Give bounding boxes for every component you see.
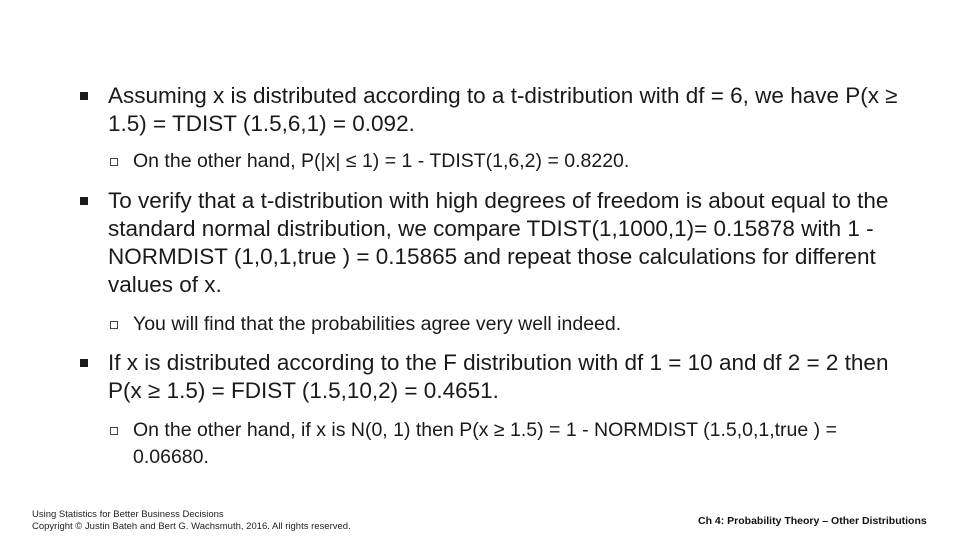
square-bullet-icon (80, 359, 88, 367)
bullet-text: To verify that a t-distribution with high degrees of freedom is about equal to the standard normal distribution, we compare TDIST(1,1000,1)= 0.15878 with 1 - NORMDIST (1,0,1,true ) = 0.15865 and repeat those calculations for different values of x. (108, 188, 889, 297)
sub-bullet-item (110, 148, 910, 175)
sub-bullet-text: You will find that the probabilities agree very well indeed. (133, 313, 622, 335)
footer-copyright: Copyright © Justin Bateh and Bert G. Wachsmuth, 2016. All rights reserved. (32, 521, 351, 532)
footer-book-title: Using Statistics for Better Business Decisions (32, 509, 224, 520)
sub-bullet-item (110, 417, 910, 471)
footer-chapter: Ch 4: Probability Theory – Other Distributions (698, 515, 927, 527)
hollow-square-bullet-icon (110, 158, 118, 166)
hollow-square-bullet-icon (110, 321, 118, 329)
sub-bullet-item (110, 311, 910, 338)
hollow-square-bullet-icon (110, 427, 118, 435)
sub-bullet-text: On the other hand, if x is N(0, 1) then P(x ≥ 1.5) = 1 - NORMDIST (1.5,0,1,true ) = 0.06680. (133, 419, 837, 468)
bullet-item (80, 187, 920, 299)
square-bullet-icon (80, 92, 88, 100)
bullet-item (80, 349, 920, 405)
square-bullet-icon (80, 197, 88, 205)
footer-left (32, 509, 351, 533)
bullet-item (80, 82, 920, 138)
bullet-text: Assuming x is distributed according to a t-distribution with df = 6, we have P(x ≥ 1.5) = TDIST (1.5,6,1) = 0.092. (108, 83, 898, 136)
bullet-text: If x is distributed according to the F distribution with df 1 = 10 and df 2 = 2 then P(x ≥ 1.5) = FDIST (1.5,10,2) = 0.4651. (108, 350, 889, 403)
sub-bullet-text: On the other hand, P(|x| ≤ 1) = 1 - TDIST(1,6,2) = 0.8220. (133, 150, 630, 172)
